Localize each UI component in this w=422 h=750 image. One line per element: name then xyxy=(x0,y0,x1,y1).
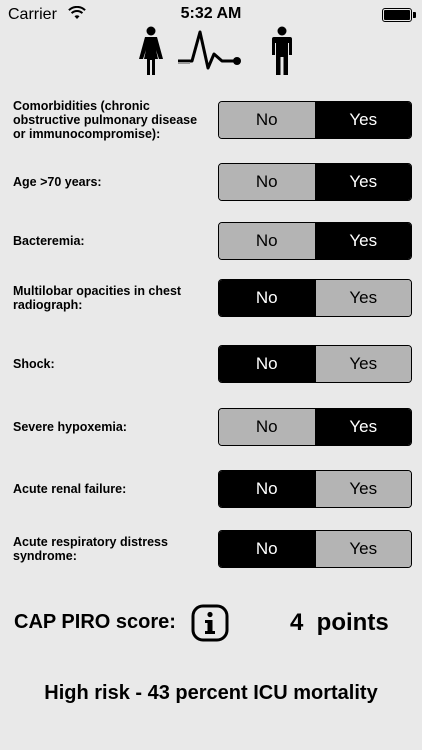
yes-no-segmented-control[interactable] xyxy=(218,163,412,201)
battery-icon xyxy=(382,8,412,22)
score-value: 4 points xyxy=(290,609,389,636)
yes-no-segmented-control[interactable] xyxy=(218,470,412,508)
yes-option[interactable]: Yes xyxy=(315,409,412,445)
yes-option[interactable]: Yes xyxy=(315,102,412,138)
battery-level xyxy=(384,10,410,20)
status-bar xyxy=(0,0,422,28)
criterion-row-multilobar xyxy=(0,279,422,317)
yes-no-segmented-control[interactable] xyxy=(218,530,412,568)
no-option[interactable]: No xyxy=(219,164,315,200)
no-option[interactable]: No xyxy=(219,471,315,507)
female-icon xyxy=(138,26,164,76)
yes-option[interactable]: Yes xyxy=(315,346,412,382)
criterion-label: Severe hypoxemia: xyxy=(13,420,127,434)
yes-no-segmented-control[interactable] xyxy=(218,222,412,260)
criterion-label: Multilobar opacities in chest radiograph: xyxy=(13,284,182,312)
score-label: CAP PIRO score: xyxy=(14,611,176,633)
yes-no-segmented-control[interactable] xyxy=(218,408,412,446)
no-option[interactable]: No xyxy=(219,102,315,138)
criterion-row-hypoxemia xyxy=(0,408,422,446)
no-option[interactable]: No xyxy=(219,223,315,259)
no-option[interactable]: No xyxy=(219,409,315,445)
criterion-row-renal-failure xyxy=(0,470,422,508)
carrier-label: Carrier xyxy=(8,6,57,23)
criterion-label: Acute respiratory distress syndrome: xyxy=(13,535,168,563)
header-icons xyxy=(0,26,422,80)
criterion-label: Bacteremia: xyxy=(13,234,85,248)
no-option[interactable]: No xyxy=(219,280,315,316)
yes-no-segmented-control[interactable] xyxy=(218,101,412,139)
status-time: 5:32 AM xyxy=(180,5,242,22)
criterion-label: Age >70 years: xyxy=(13,175,102,189)
yes-option[interactable]: Yes xyxy=(315,223,412,259)
yes-no-segmented-control[interactable] xyxy=(218,279,412,317)
info-icon[interactable] xyxy=(191,604,229,642)
battery-tip xyxy=(413,12,416,18)
yes-option[interactable]: Yes xyxy=(315,280,412,316)
criterion-row-shock xyxy=(0,345,422,383)
criterion-row-ards xyxy=(0,530,422,568)
yes-option[interactable]: Yes xyxy=(315,164,412,200)
criterion-label: Shock: xyxy=(13,357,55,371)
yes-no-segmented-control[interactable] xyxy=(218,345,412,383)
criterion-label: Acute renal failure: xyxy=(13,482,127,496)
no-option[interactable]: No xyxy=(219,531,315,567)
no-option[interactable]: No xyxy=(219,346,315,382)
pulse-icon xyxy=(178,28,250,74)
criterion-row-comorbidities xyxy=(0,101,422,139)
yes-option[interactable]: Yes xyxy=(315,471,412,507)
risk-result: High risk - 43 percent ICU mortality xyxy=(44,682,378,704)
yes-option[interactable]: Yes xyxy=(315,531,412,567)
criterion-row-age xyxy=(0,163,422,201)
male-icon xyxy=(270,26,294,76)
criterion-label: Comorbidities (chronic obstructive pulmonary disease or immunocompromise): xyxy=(13,99,198,141)
criterion-row-bacteremia xyxy=(0,222,422,260)
